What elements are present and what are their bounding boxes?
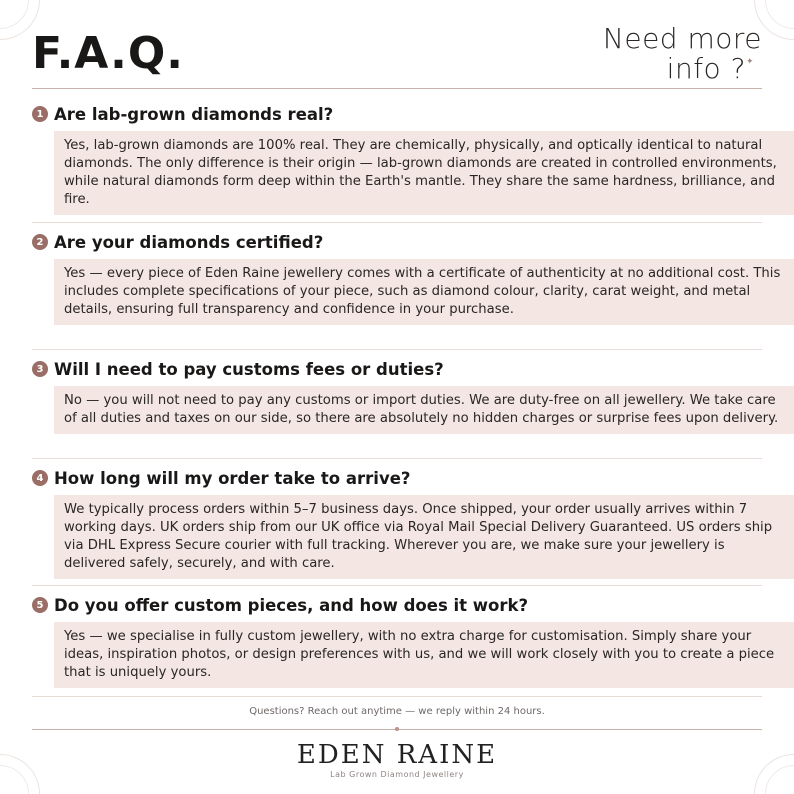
- faq-divider: [32, 458, 762, 459]
- number-badge: 4: [32, 470, 48, 486]
- brand-tagline: Lab Grown Diamond Jewellery: [330, 770, 464, 779]
- faq-divider: [32, 222, 762, 223]
- faq-question: How long will my order take to arrive?: [54, 468, 411, 488]
- number-badge: 5: [32, 597, 48, 613]
- need-more-info-line1: Need more: [602, 22, 762, 55]
- number-badge: 3: [32, 361, 48, 377]
- faq-item-3: [32, 356, 779, 434]
- sparkle-icon: ✦: [745, 57, 754, 67]
- faq-answer: Yes — every piece of Eden Raine jewellery comes with a certificate of authenticity at no additional cost. This includes complete specifications of your piece, such as diamond colour, clarity, carat weight, and metal details, ensuring full transparency and confidence in your purchase.: [54, 259, 794, 325]
- page-header: [32, 22, 762, 88]
- faq-question: Are lab-grown diamonds real?: [54, 104, 334, 124]
- number-badge: 1: [32, 106, 48, 122]
- faq-item-1: [32, 101, 777, 215]
- faq-divider: [32, 585, 762, 586]
- contact-note: Questions? Reach out anytime — we reply within 24 hours.: [249, 706, 545, 717]
- faq-question: Are your diamonds certified?: [54, 232, 324, 252]
- need-more-info-line2-wrap: [603, 54, 762, 91]
- faq-item-4: [32, 465, 773, 579]
- divider-dot: [395, 727, 399, 731]
- faq-divider: [32, 349, 762, 350]
- faq-question-row[interactable]: [32, 592, 762, 618]
- number-badge: 2: [32, 234, 48, 250]
- faq-question-row[interactable]: [32, 356, 762, 382]
- faq-item-2: [32, 229, 781, 325]
- faq-item-5: [32, 592, 775, 688]
- need-more-info-heading: [603, 24, 762, 91]
- page-title: F.A.Q.: [32, 28, 185, 79]
- faq-divider: [32, 696, 762, 697]
- faq-question: Will I need to pay customs fees or duties?: [54, 359, 444, 379]
- need-more-info-line2: info ?: [666, 52, 746, 85]
- faq-question-row[interactable]: [32, 101, 762, 127]
- header-divider: [32, 88, 762, 89]
- faq-question-row[interactable]: [32, 465, 762, 491]
- faq-question-row[interactable]: [32, 229, 762, 255]
- faq-answer: We typically process orders within 5–7 business days. Once shipped, your order usually arrives within 7 working days. UK orders ship from our UK office via Royal Mail Special Delivery Guaranteed. US orders ship via DHL Express Secure courier with full tracking. Wherever you are, we make sure your jewellery is delivered safely, securely, and with care.: [54, 495, 794, 579]
- faq-answer: Yes — we specialise in fully custom jewellery, with no extra charge for customisation. Simply share your ideas, inspiration photos, or design preferences with us, and we will work closely with you to create a piece that is uniquely yours.: [54, 622, 794, 688]
- faq-question: Do you offer custom pieces, and how does it work?: [54, 595, 529, 615]
- faq-answer: Yes, lab-grown diamonds are 100% real. They are chemically, physically, and optically identical to natural diamonds. The only difference is their origin — lab-grown diamonds are created in controlled environments, while natural diamonds form deep within the Earth's mantle. They share the same hardness, brilliance, and fire.: [54, 131, 794, 215]
- brand-logo: EDEN RAINE: [296, 740, 498, 770]
- faq-answer: No — you will not need to pay any customs or import duties. We are duty-free on all jewellery. We take care of all duties and taxes on our side, so there are absolutely no hidden charges or surprise fees upon delivery.: [54, 386, 794, 434]
